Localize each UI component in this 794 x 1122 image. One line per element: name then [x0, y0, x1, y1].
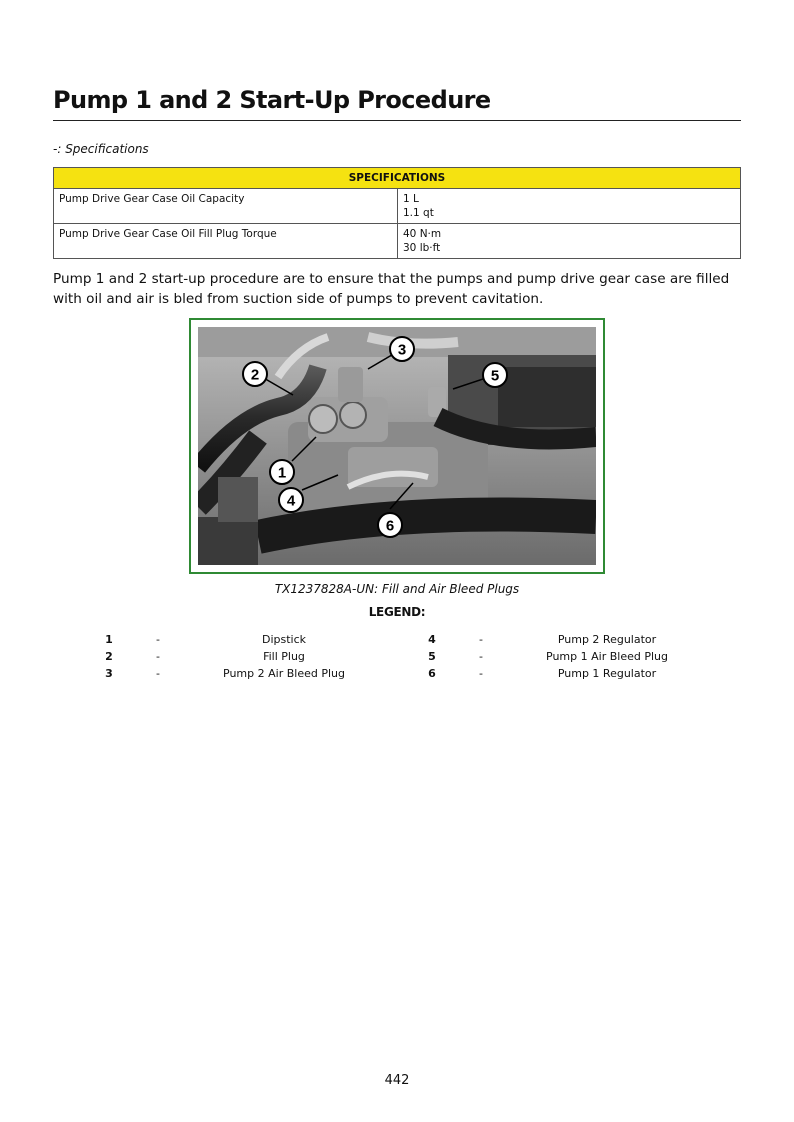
spec-row: [54, 224, 741, 259]
legend-dash: -: [156, 633, 160, 646]
svg-text:2: 2: [250, 366, 260, 384]
spec-value-imperial: 1.1 qt: [403, 207, 434, 219]
spec-table: [53, 167, 741, 259]
spec-value: [398, 189, 741, 224]
legend-row: [0, 650, 794, 666]
page-number: 442: [384, 1073, 410, 1088]
legend-dash: -: [479, 633, 483, 646]
spec-caption: -: Specifications: [53, 142, 149, 156]
svg-text:6: 6: [385, 517, 395, 535]
callout-6: [378, 513, 402, 537]
legend-row: [0, 667, 794, 683]
spec-header: SPECIFICATIONS: [54, 168, 741, 189]
legend-number: 1: [105, 633, 113, 646]
legend-dash: -: [479, 667, 483, 680]
spec-header-row: [54, 168, 741, 189]
svg-text:1: 1: [277, 464, 287, 482]
legend-dash: -: [156, 650, 160, 663]
legend-number: 2: [105, 650, 113, 663]
spec-value-metric: 1 L: [403, 193, 419, 205]
callout-3: [390, 337, 414, 361]
callout-2: [243, 362, 267, 386]
callout-4: [279, 488, 303, 512]
legend-description: Pump 1 Regulator: [557, 667, 657, 680]
legend-description: Fill Plug: [263, 650, 305, 663]
svg-text:3: 3: [397, 341, 407, 359]
spec-label: Pump Drive Gear Case Oil Capacity: [54, 189, 398, 224]
spec-row: [54, 189, 741, 224]
legend-description: Pump 1 Air Bleed Plug: [546, 650, 668, 663]
pump-photo: [198, 327, 596, 565]
callout-5: [483, 363, 507, 387]
svg-text:5: 5: [490, 367, 500, 385]
legend-description: Pump 2 Regulator: [557, 633, 657, 646]
intro-paragraph: Pump 1 and 2 start-up procedure are to ensure that the pumps and pump drive gear case are filled with oil and air is bled from suction side of pumps to prevent cavitation.: [53, 271, 730, 307]
legend-number: 4: [428, 633, 436, 646]
spec-value: [398, 224, 741, 259]
legend-dash: -: [479, 650, 483, 663]
legend-number: 6: [428, 667, 436, 680]
callout-1: [270, 460, 294, 484]
legend-number: 5: [428, 650, 436, 663]
legend-description: Dipstick: [261, 633, 307, 646]
spec-value-metric: 40 N·m: [403, 228, 442, 240]
figure-caption: TX1237828A-UN: Fill and Air Bleed Plugs: [274, 582, 520, 596]
legend-dash: -: [156, 667, 160, 680]
spec-value-imperial: 30 lb·ft: [403, 242, 441, 254]
legend-number: 3: [105, 667, 113, 680]
svg-text:4: 4: [286, 492, 296, 510]
page-title: Pump 1 and 2 Start-Up Procedure: [53, 86, 741, 121]
spec-label: Pump Drive Gear Case Oil Fill Plug Torque: [54, 224, 398, 259]
figure-frame: [189, 318, 605, 574]
legend-title: LEGEND:: [368, 605, 426, 619]
legend-description: Pump 2 Air Bleed Plug: [223, 667, 345, 680]
legend-row: [0, 633, 794, 649]
